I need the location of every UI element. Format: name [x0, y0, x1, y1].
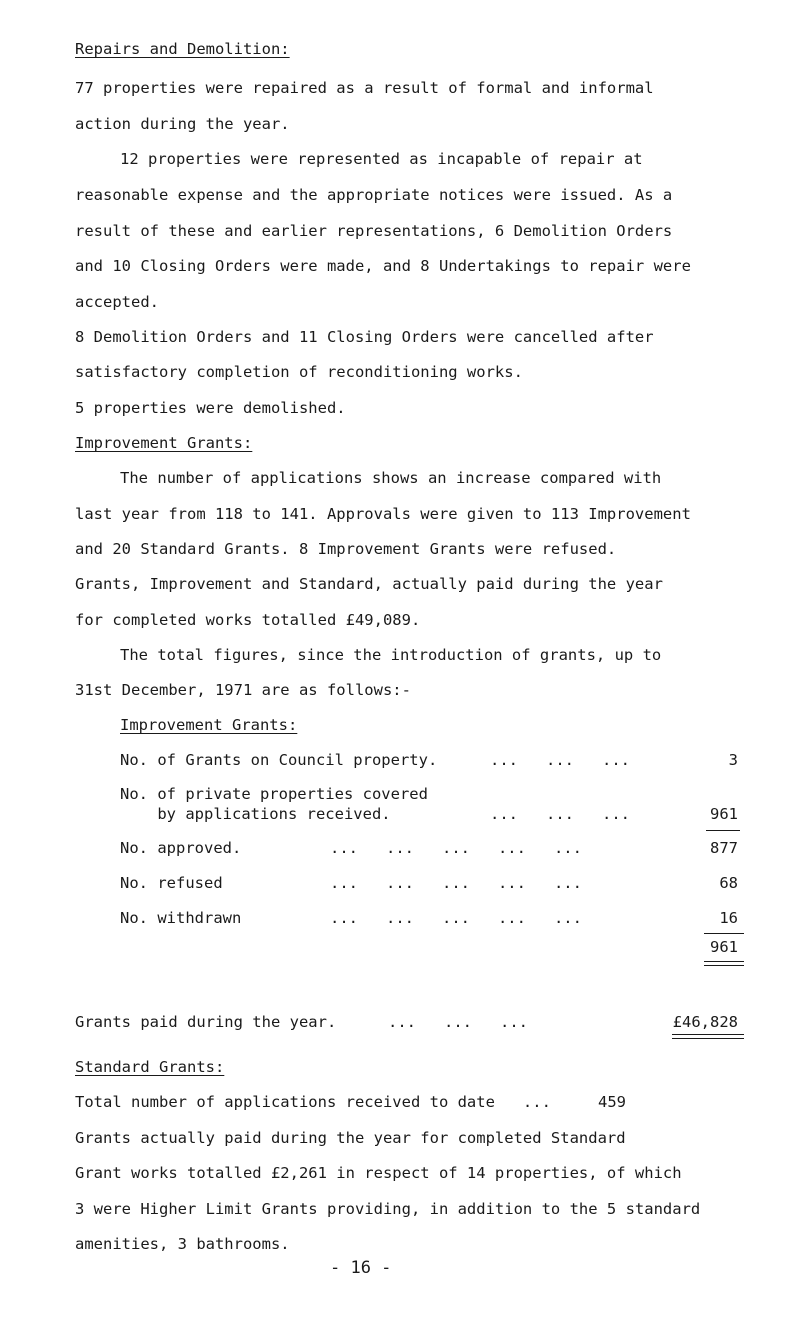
standard-p1-line3: 3 were Higher Limit Grants providing, in addition to the 5 standard: [75, 1200, 701, 1218]
table-row-private-value: 961: [710, 805, 738, 823]
repairs-p2-line1: 12 properties were represented as incapable of repair at: [120, 150, 643, 168]
standard-total-line: Total number of applications received to date ...: [75, 1093, 551, 1111]
standard-p1-line2: Grant works totalled £2,261 in respect of 14 properties, of which: [75, 1164, 682, 1182]
improvement-p2-line2: 31st December, 1971 are as follows:-: [75, 681, 411, 699]
repairs-heading: Repairs and Demolition:: [75, 40, 290, 58]
table-row-private-dots: ... ... ...: [490, 805, 630, 823]
improvement-p1-line4: Grants, Improvement and Standard, actually paid during the year: [75, 575, 663, 593]
table-row-withdrawn-dots: ... ... ... ... ...: [330, 909, 582, 927]
repairs-p3-line2: satisfactory completion of reconditioning works.: [75, 363, 523, 381]
table-total-value: 961: [710, 938, 738, 956]
page-number: - 16 -: [330, 1258, 392, 1278]
table-row-council-label: No. of Grants on Council property.: [120, 751, 438, 769]
table-row-refused-dots: ... ... ... ... ...: [330, 874, 582, 892]
improvement-p2-line1: The total figures, since the introduction of grants, up to: [120, 646, 662, 664]
rule-below-total-1: [704, 961, 744, 962]
table-row-withdrawn-label: No. withdrawn: [120, 909, 242, 927]
rule-above-total: [704, 933, 744, 934]
standard-heading: Standard Grants:: [75, 1058, 225, 1076]
table-row-council-dots: ... ... ...: [490, 751, 630, 769]
improvement-p1-line1: The number of applications shows an increase compared with: [120, 469, 662, 487]
standard-p1-line1: Grants actually paid during the year for completed Standard: [75, 1129, 626, 1147]
standard-p1-line4: amenities, 3 bathrooms.: [75, 1235, 290, 1253]
improvement-heading: Improvement Grants:: [75, 434, 253, 452]
grants-paid-label: Grants paid during the year.: [75, 1013, 337, 1031]
table-row-council-value: 3: [728, 751, 738, 769]
rule-below-total-2: [704, 965, 744, 966]
table-row-approved-value: 877: [710, 839, 738, 857]
table-row-refused-label: No. refused: [120, 874, 223, 892]
repairs-p2-line3: result of these and earlier representations, 6 Demolition Orders: [75, 222, 673, 240]
rule-below-paid-1: [672, 1034, 744, 1035]
grants-paid-dots: ... ... ...: [388, 1013, 528, 1031]
grants-paid-value: £46,828: [672, 1013, 738, 1031]
table-row-private-label2: by applications received.: [120, 805, 391, 823]
repairs-p2-line2: reasonable expense and the appropriate notices were issued. As a: [75, 186, 673, 204]
repairs-p1-line1: 77 properties were repaired as a result of formal and informal: [75, 79, 654, 97]
standard-total-value: 459: [598, 1093, 626, 1111]
repairs-p3-line1: 8 Demolition Orders and 11 Closing Orders were cancelled after: [75, 328, 654, 346]
repairs-p1-line2: action during the year.: [75, 115, 290, 133]
repairs-p4: 5 properties were demolished.: [75, 399, 346, 417]
improvement-p1-line5: for completed works totalled £49,089.: [75, 611, 421, 629]
rule-below-private: [706, 830, 740, 831]
table-row-private-label: No. of private properties covered: [120, 785, 428, 803]
table-row-refused-value: 68: [719, 874, 738, 892]
repairs-p2-line5: accepted.: [75, 293, 159, 311]
table-row-approved-dots: ... ... ... ... ...: [330, 839, 582, 857]
table-row-approved-label: No. approved.: [120, 839, 242, 857]
improvement-subheading: Improvement Grants:: [120, 716, 298, 734]
improvement-p1-line3: and 20 Standard Grants. 8 Improvement Grants were refused.: [75, 540, 617, 558]
rule-below-paid-2: [672, 1038, 744, 1039]
repairs-p2-line4: and 10 Closing Orders were made, and 8 Undertakings to repair were: [75, 257, 691, 275]
table-row-withdrawn-value: 16: [719, 909, 738, 927]
improvement-p1-line2: last year from 118 to 141. Approvals were given to 113 Improvement: [75, 505, 691, 523]
